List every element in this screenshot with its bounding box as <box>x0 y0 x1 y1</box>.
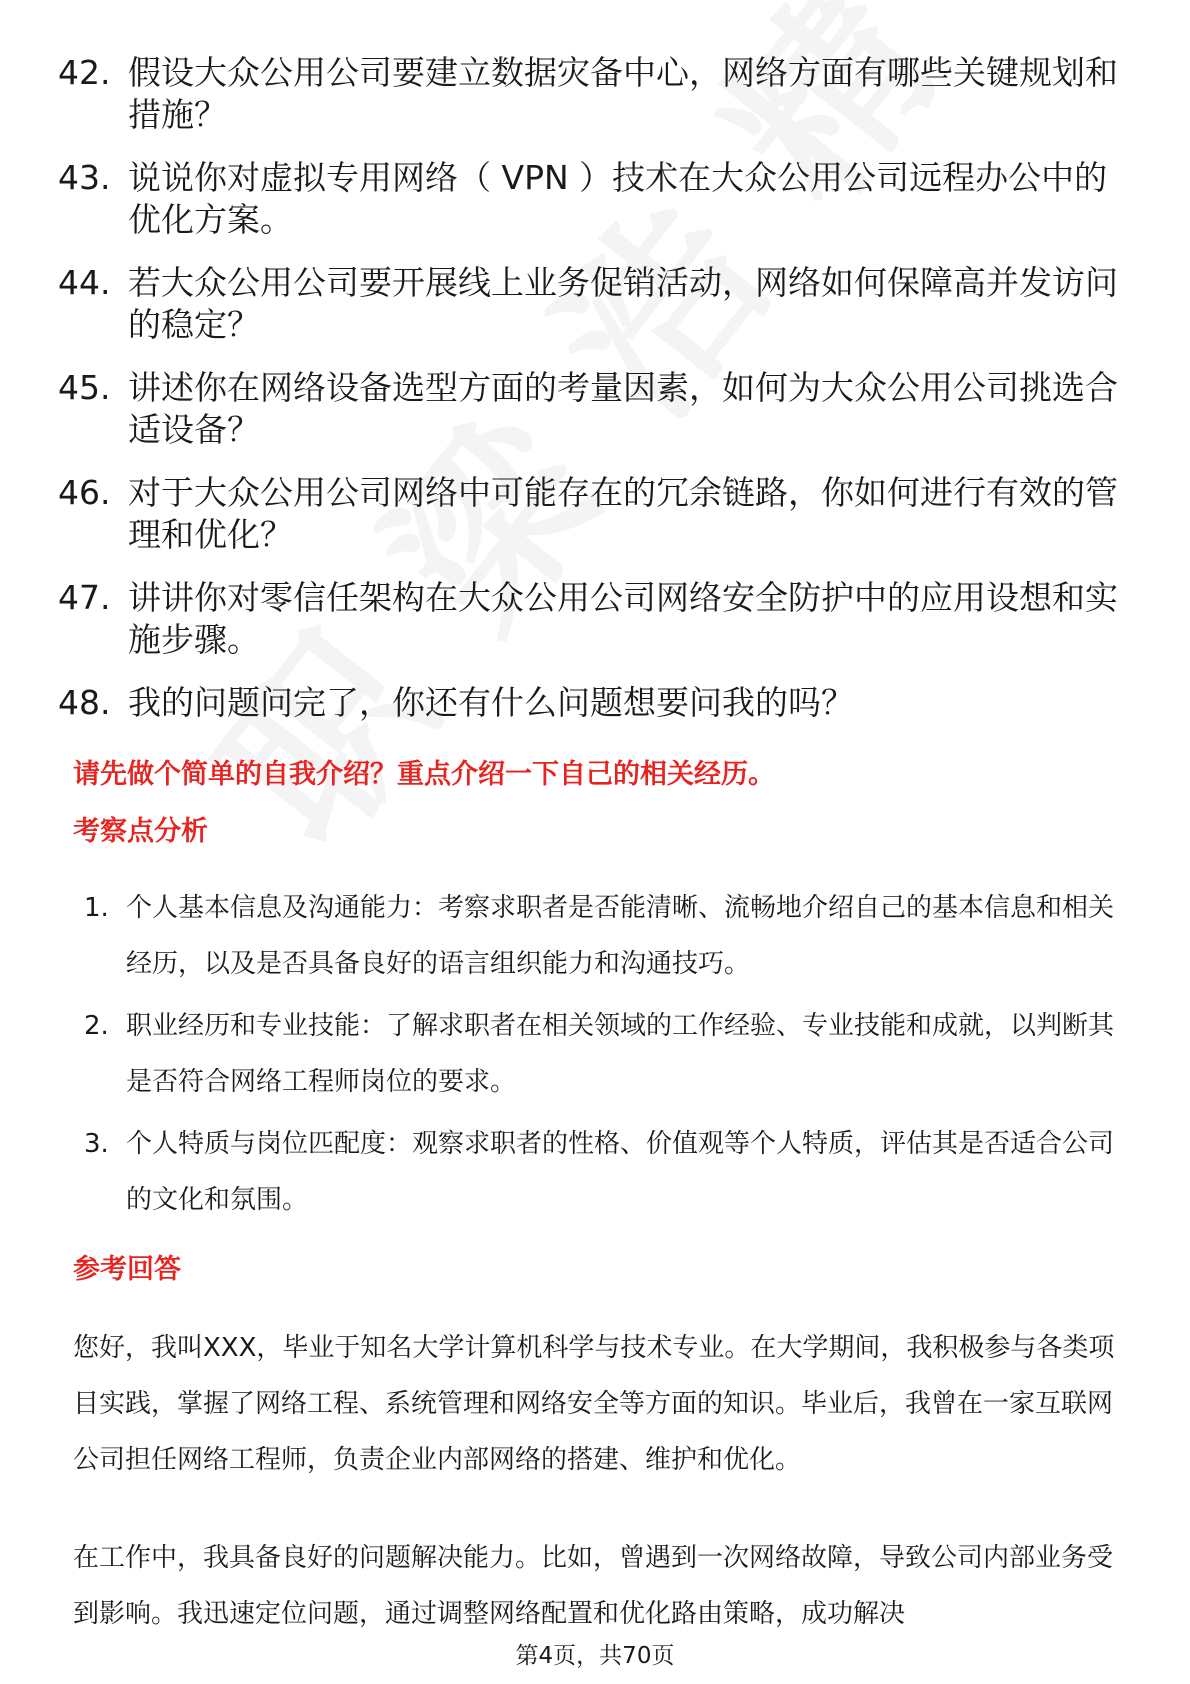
question-text: 对于大众公用公司网络中可能存在的冗余链路，你如何进行有效的管理和优化？ <box>128 473 1118 554</box>
analysis-heading: 考察点分析 <box>73 816 208 847</box>
question-text: 我的问题问完了，你还有什么问题想要问我的吗？ <box>128 683 854 722</box>
question-number: 44. <box>58 263 111 302</box>
point-number: 1. <box>84 893 109 923</box>
question-item <box>58 472 1138 556</box>
point-text: 个人特质与岗位匹配度：观察求职者的性格、价值观等个人特质，评估其是否适合公司的文化和氛围。 <box>126 1129 1115 1215</box>
question-number: 43. <box>58 158 111 197</box>
question-number: 42. <box>58 53 111 92</box>
page-footer: 第4页，共70页 <box>515 1643 675 1669</box>
question-number: 47. <box>58 578 111 617</box>
question-item <box>58 157 1138 241</box>
question-text: 讲讲你对零信任架构在大众公用公司网络安全防护中的应用设想和实施步骤。 <box>128 578 1118 659</box>
analysis-point <box>84 1116 1124 1228</box>
question-item <box>58 52 1138 136</box>
answer-heading: 参考回答 <box>73 1254 181 1285</box>
point-number: 2. <box>84 1011 109 1041</box>
question-heading: 请先做个简单的自我介绍？重点介绍一下自己的相关经历。 <box>73 759 775 790</box>
analysis-points <box>84 880 1124 1234</box>
analysis-point <box>84 998 1124 1110</box>
question-text: 假设大众公用公司要建立数据灾备中心，网络方面有哪些关键规划和措施？ <box>128 53 1118 134</box>
question-number: 45. <box>58 368 111 407</box>
point-number: 3. <box>84 1129 109 1159</box>
question-text: 讲述你在网络设备选型方面的考量因素，如何为大众公用公司挑选合适设备？ <box>128 368 1118 449</box>
question-item <box>58 577 1138 661</box>
question-item <box>58 262 1138 346</box>
question-number: 48. <box>58 683 111 722</box>
analysis-point <box>84 880 1124 992</box>
question-item <box>58 367 1138 451</box>
answer-paragraph: 在工作中，我具备良好的问题解决能力。比如，曾遇到一次网络故障，导致公司内部业务受到影响。我迅速定位问题，通过调整网络配置和优化路由策略，成功解决 <box>73 1543 1114 1629</box>
point-text: 个人基本信息及沟通能力：考察求职者是否能清晰、流畅地介绍自己的基本信息和相关经历，以及是否具备良好的语言组织能力和沟通技巧。 <box>126 893 1115 979</box>
point-text: 职业经历和专业技能：了解求职者在相关领域的工作经验、专业技能和成就，以判断其是否符合网络工程师岗位的要求。 <box>126 1011 1115 1097</box>
question-text: 若大众公用公司要开展线上业务促销活动，网络如何保障高并发访问的稳定？ <box>128 263 1118 344</box>
question-list <box>58 52 1138 745</box>
question-item <box>58 682 1138 724</box>
question-number: 46. <box>58 473 111 512</box>
question-text: 说说你对虚拟专用网络（ VPN ）技术在大众公用公司远程办公中的优化方案。 <box>128 158 1108 239</box>
answer-paragraph: 您好，我叫XXX，毕业于知名大学计算机科学与技术专业。在大学期间，我积极参与各类项目实践，掌握了网络工程、系统管理和网络安全等方面的知识。毕业后，我曾在一家互联网公司担任网络工程师，负责企业内部网络的搭建、维护和优化。 <box>73 1333 1115 1475</box>
